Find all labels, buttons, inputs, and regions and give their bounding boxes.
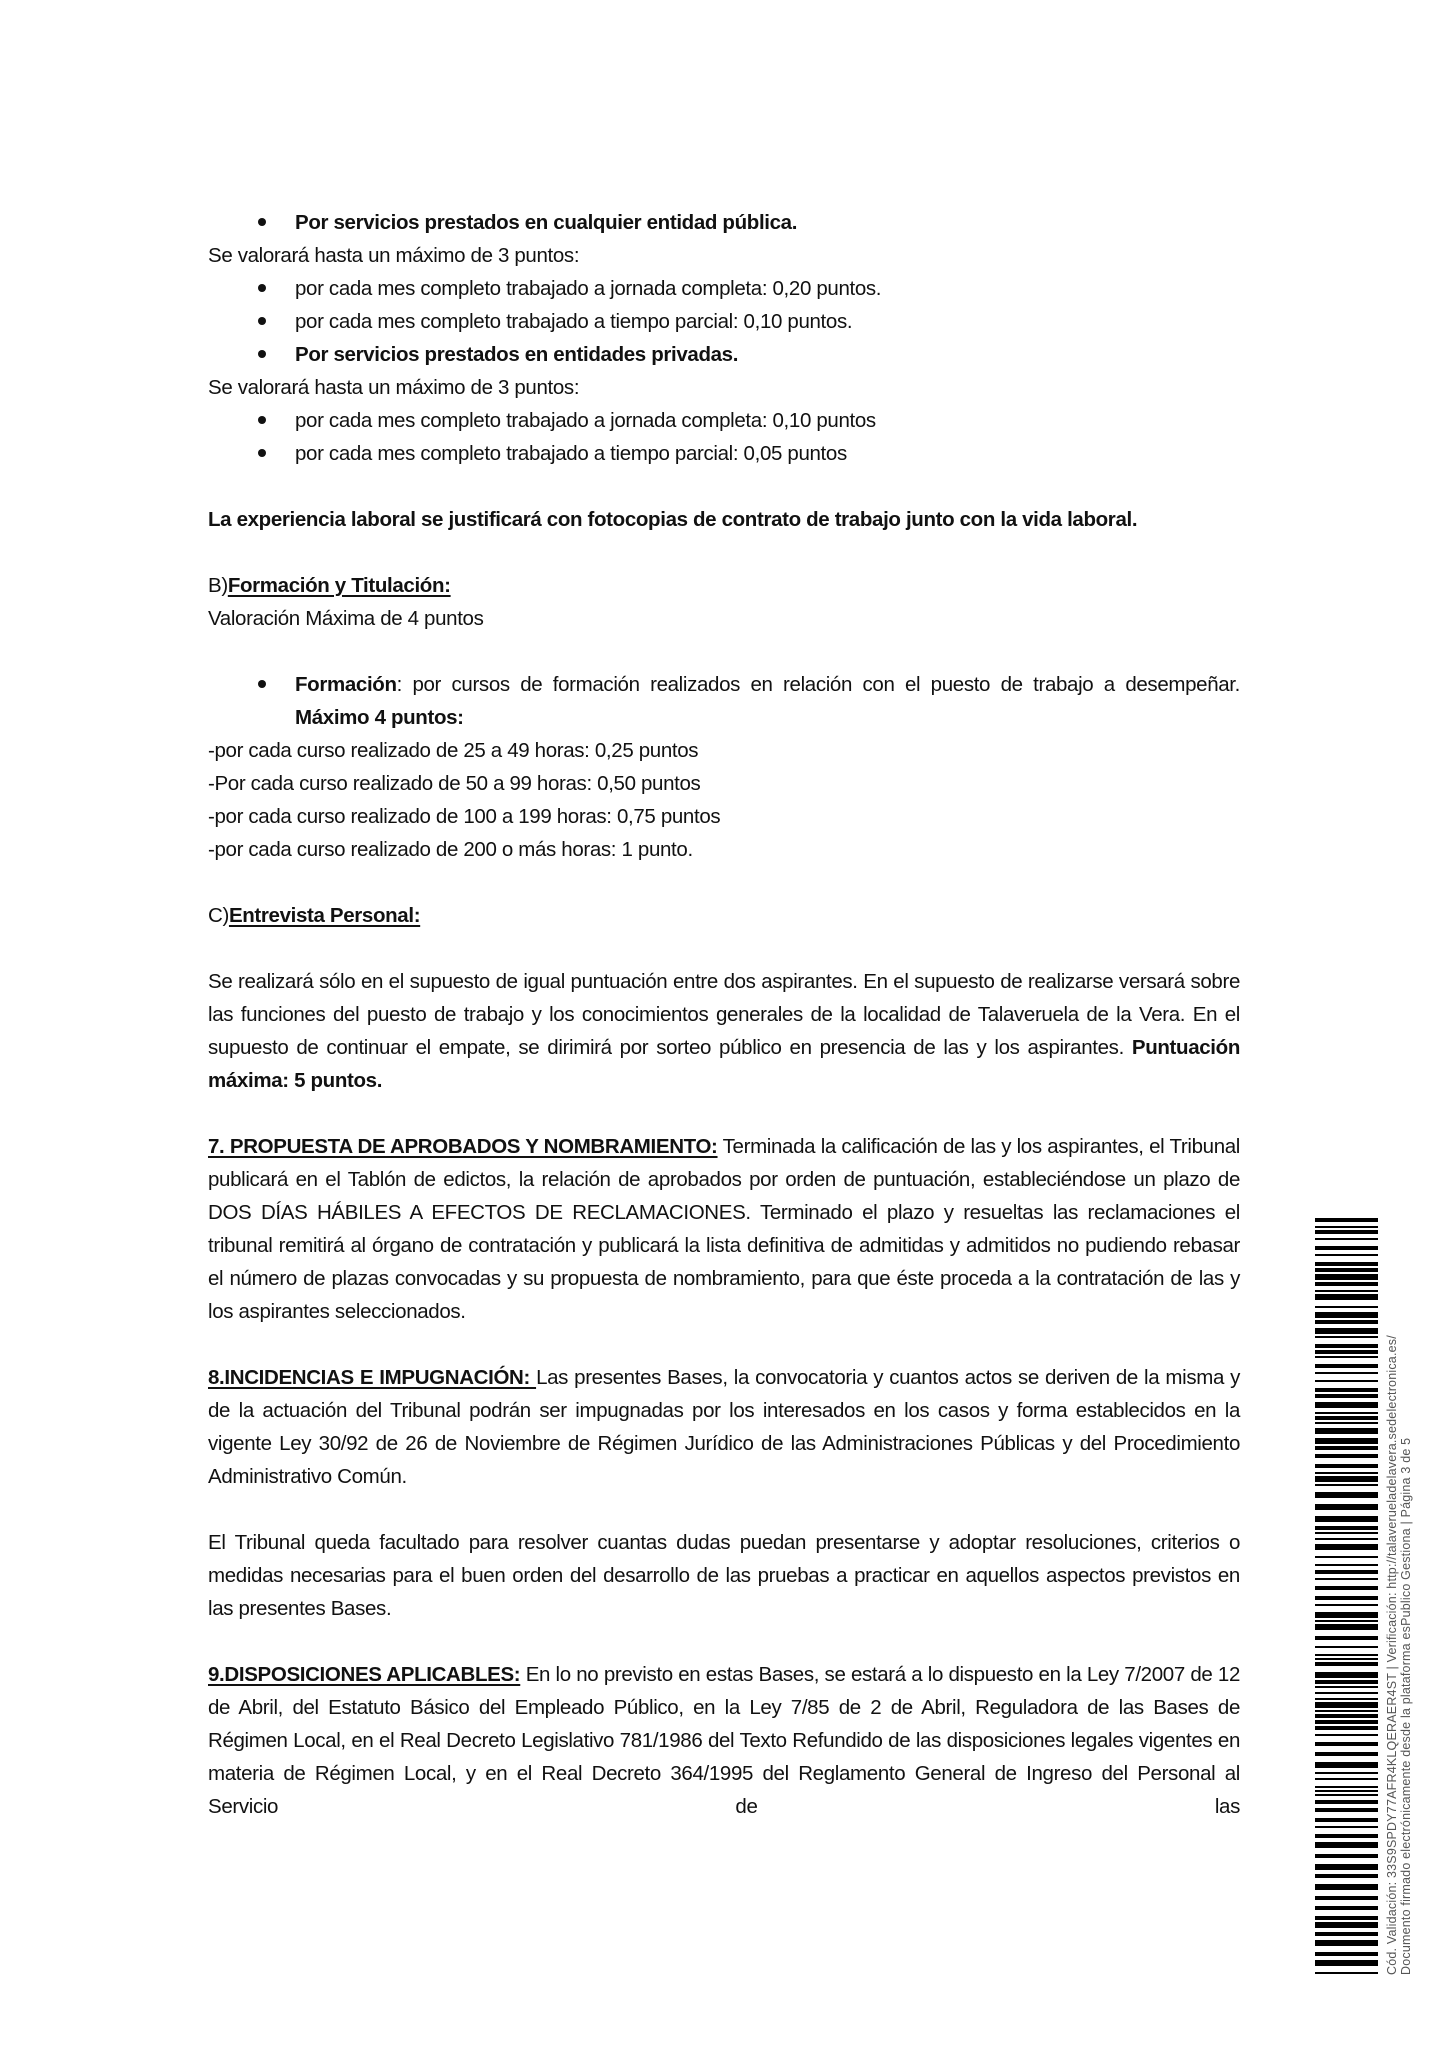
barcode-bar xyxy=(1315,1620,1378,1622)
barcode-bar xyxy=(1315,1654,1378,1656)
section-9-paragraph xyxy=(208,1658,1240,1823)
barcode-bar xyxy=(1315,1922,1378,1928)
barcode-bar xyxy=(1315,1320,1378,1324)
barcode-bar xyxy=(1315,1446,1378,1450)
barcode-bar xyxy=(1315,1726,1378,1730)
barcode-bar xyxy=(1315,1932,1378,1936)
barcode-bar xyxy=(1315,1564,1378,1566)
bullet-icon xyxy=(258,680,266,688)
barcode-bar xyxy=(1315,1246,1378,1250)
barcode-bar xyxy=(1315,1268,1378,1272)
barcode-bar xyxy=(1315,1672,1378,1678)
barcode-bar xyxy=(1315,1646,1378,1648)
list-item-text: por cada mes completo trabajado a tiempo parcial: 0,10 puntos. xyxy=(295,310,853,333)
list-item xyxy=(208,437,1240,470)
barcode-bar xyxy=(1315,1636,1378,1640)
course-item: -por cada curso realizado de 25 a 49 horas: 0,25 puntos xyxy=(208,739,699,762)
barcode-bar xyxy=(1315,1864,1378,1870)
bullet-icon xyxy=(258,416,266,424)
section-7-text: Terminada la calificación de las y los aspirantes, el Tribunal publicará en el Tablón de edictos, la relación de aprobados por orden de puntuación, estableciéndose un plazo de DOS DÍAS HÁBILES A EFECTOS DE RECLAMACIONES. Terminado el plazo y resueltas las reclamaciones el tribunal remitirá al órgano de contratación y publicará la lista definitiva de admitidas y admitidos no pudiendo rebasar el número de plazas convocadas y su propuesta de nombramiento, para que éste proceda a la contratación de las y los aspirantes seleccionados. xyxy=(208,1135,1240,1323)
section-c-max: Puntuación máxima: 5 puntos. xyxy=(208,1036,1240,1092)
barcode-bar xyxy=(1315,1416,1378,1420)
section-c-title: Entrevista Personal: xyxy=(228,904,421,927)
section-b-heading xyxy=(208,569,1240,602)
course-item: -Por cada curso realizado de 50 a 99 horas: 0,50 puntos xyxy=(208,772,701,795)
barcode-bar xyxy=(1315,1854,1378,1858)
barcode-bar xyxy=(1315,1504,1378,1510)
course-item: -por cada curso realizado de 200 o más horas: 1 punto. xyxy=(208,838,693,861)
barcode-bar xyxy=(1315,1790,1378,1792)
verification-line-2: Documento firmado electrónicamente desde la plataforma esPublico Gestiona | Página 3 de 5 xyxy=(1398,1437,1413,1975)
barcode-bar xyxy=(1315,1492,1378,1498)
barcode-bar xyxy=(1315,1794,1378,1796)
verification-text xyxy=(1386,1335,1413,1975)
section-8-paragraph-2: El Tribunal queda facultado para resolver cuantas dudas puedan presentarse y adoptar resoluciones, criterios o medidas necesarias para el buen orden del desarrollo de las pruebas a practicar en aquellos aspectos previstos en las presentes Bases. xyxy=(208,1531,1240,1620)
formacion-text: : por cursos de formación realizados en relación con el puesto de trabajo a desempeñar. xyxy=(396,673,1240,696)
barcode-bar xyxy=(1315,1772,1378,1774)
barcode-bar xyxy=(1315,1516,1378,1522)
list-item-text: por cada mes completo trabajado a jornada completa: 0,20 puntos. xyxy=(295,277,882,300)
barcode-bar xyxy=(1315,1290,1378,1292)
list-item xyxy=(208,305,1240,338)
barcode-bar xyxy=(1315,1752,1378,1756)
barcode-bar xyxy=(1315,1526,1378,1530)
barcode-bar xyxy=(1315,1388,1378,1392)
barcode-bar xyxy=(1315,1808,1378,1812)
barcode-bar xyxy=(1315,1762,1378,1768)
experience-justification: La experiencia laboral se justificará con fotocopias de contrato de trabajo junto con la vida laboral. xyxy=(208,508,1138,531)
barcode-bar xyxy=(1315,1778,1378,1780)
barcode-bar xyxy=(1315,1884,1378,1890)
section-8-text: Las presentes Bases, la convocatoria y cuantos actos se deriven de la misma y de la actuación del Tribunal podrán ser impugnadas por los interesados en los casos y forma establecidos en la vigente Ley 30/92 de 26 de Noviembre de Régimen Jurídico de las Administraciones Públicas y del Procedimiento Administrativo Común. xyxy=(208,1366,1240,1488)
private-services-heading: Por servicios prestados en entidades privadas. xyxy=(295,343,739,366)
section-b-max: Valoración Máxima de 4 puntos xyxy=(208,607,484,630)
public-services-max: Se valorará hasta un máximo de 3 puntos: xyxy=(208,244,580,267)
list-item-text: por cada mes completo trabajado a jornada completa: 0,10 puntos xyxy=(295,409,876,432)
bullet-icon xyxy=(258,449,266,457)
barcode-bar xyxy=(1315,1818,1378,1822)
barcode-bar xyxy=(1315,1834,1378,1838)
barcode-bar xyxy=(1315,1476,1378,1482)
barcode-bar xyxy=(1315,1262,1378,1266)
barcode-bar xyxy=(1315,1698,1378,1700)
public-services-heading: Por servicios prestados en cualquier entidad pública. xyxy=(295,211,798,234)
barcode-bar xyxy=(1315,1402,1378,1408)
barcode-bar xyxy=(1315,1786,1378,1788)
barcode-bar xyxy=(1315,1544,1378,1550)
barcode-bar xyxy=(1315,1906,1378,1910)
barcode-bar xyxy=(1315,1422,1378,1424)
barcode-bar xyxy=(1315,1394,1378,1398)
barcode-bar xyxy=(1315,1230,1378,1234)
barcode-bar xyxy=(1315,1800,1378,1804)
section-7-paragraph xyxy=(208,1130,1240,1328)
barcode-bar xyxy=(1315,1484,1378,1486)
barcode-bar xyxy=(1315,1356,1378,1358)
list-item xyxy=(208,668,1240,734)
bullet-icon xyxy=(258,218,266,226)
barcode-bar xyxy=(1315,1538,1378,1540)
barcode-bar xyxy=(1315,1380,1378,1382)
barcode-bar xyxy=(1315,1952,1378,1956)
verification-line-1: Cód. Validación: 33S9SPDY77AFR4KLQERAER4ST | Verificación: http://talaverueladelavera.sedelectronica.es/ xyxy=(1385,1335,1399,1975)
formacion-max: Máximo 4 puntos: xyxy=(295,706,464,729)
barcode-bar xyxy=(1315,1578,1378,1580)
course-item: -por cada curso realizado de 100 a 199 horas: 0,75 puntos xyxy=(208,805,721,828)
barcode-bar xyxy=(1315,1972,1378,1974)
barcode-bar xyxy=(1315,1306,1378,1308)
barcode-bar xyxy=(1315,1624,1378,1630)
barcode-bar xyxy=(1315,1720,1378,1724)
barcode-bar xyxy=(1315,1226,1378,1228)
bullet-icon xyxy=(258,350,266,358)
barcode-bar xyxy=(1315,1960,1378,1966)
barcode-bar xyxy=(1315,1612,1378,1618)
barcode-bar xyxy=(1315,1532,1378,1534)
barcode-bar xyxy=(1315,1312,1378,1318)
barcode-bar xyxy=(1315,1428,1378,1434)
section-b-prefix: B) xyxy=(208,574,228,597)
barcode-bar xyxy=(1315,1364,1378,1368)
barcode-bar xyxy=(1315,1294,1378,1300)
barcode-bar xyxy=(1315,1710,1378,1712)
barcode-bar xyxy=(1315,1282,1378,1286)
formacion-label: Formación xyxy=(295,673,397,696)
barcode-bar xyxy=(1315,1586,1378,1590)
document-page xyxy=(208,206,1240,1823)
section-c-paragraph xyxy=(208,965,1240,1097)
section-9-title: 9.DISPOSICIONES APLICABLES: xyxy=(208,1663,521,1686)
barcode-bar xyxy=(1315,1604,1378,1606)
section-9-text: En lo no previsto en estas Bases, se estará a lo dispuesto en la Ley 7/2007 de 12 de Abril, del Estatuto Básico del Empleado Público, en la Ley 7/85 de 2 de Abril, Reguladora de las Bases de Régimen Local, en el Real Decreto Legislativo 781/1986 del Texto Refundido de las disposiciones legales vigentes en materia de Régimen Local, y en el Real Decreto 364/1995 del Reglamento General de Ingreso del Personal al Servicio de las xyxy=(208,1663,1240,1818)
barcode-bar xyxy=(1315,1692,1378,1694)
barcode-bar xyxy=(1315,1596,1378,1600)
barcode-bar xyxy=(1315,1734,1378,1736)
bullet-icon xyxy=(258,317,266,325)
list-item-text: por cada mes completo trabajado a tiempo parcial: 0,05 puntos xyxy=(295,442,847,465)
list-item xyxy=(208,206,1240,239)
barcode-bar xyxy=(1315,1464,1378,1468)
barcode-bar xyxy=(1315,1742,1378,1746)
barcode-bar xyxy=(1315,1874,1378,1878)
bullet-icon xyxy=(258,284,266,292)
section-c-prefix: C) xyxy=(208,904,229,927)
barcode-bar xyxy=(1315,1556,1378,1558)
barcode-bar xyxy=(1315,1570,1378,1574)
list-item xyxy=(208,338,1240,371)
barcode-bar xyxy=(1315,1702,1378,1708)
section-c-text: Se realizará sólo en el supuesto de igual puntuación entre dos aspirantes. En el supuesto de realizarse versará sobre las funciones del puesto de trabajo y los conocimientos generales de la localidad de Talaveruela de la Vera. En el supuesto de continuar el empate, se dirimirá por sorteo público en presencia de las y los aspirantes. xyxy=(208,970,1240,1059)
validation-barcode xyxy=(1315,1218,1378,1974)
section-8-paragraph xyxy=(208,1361,1240,1493)
section-8-title: 8.INCIDENCIAS E IMPUGNACIÓN: xyxy=(208,1366,537,1389)
list-item xyxy=(208,404,1240,437)
section-7-title: 7. PROPUESTA DE APROBADOS Y NOMBRAMIENTO: xyxy=(208,1135,718,1158)
section-b-title: Formación y Titulación: xyxy=(227,574,451,597)
barcode-bar xyxy=(1315,1344,1378,1348)
private-services-max: Se valorará hasta un máximo de 3 puntos: xyxy=(208,376,580,399)
barcode-bar xyxy=(1315,1274,1378,1280)
barcode-bar xyxy=(1315,1662,1378,1666)
barcode-bar xyxy=(1315,1658,1378,1660)
barcode-bar xyxy=(1315,1412,1378,1414)
barcode-bar xyxy=(1315,1842,1378,1848)
barcode-bar xyxy=(1315,1254,1378,1256)
barcode-bar xyxy=(1315,1218,1378,1222)
barcode-bar xyxy=(1315,1940,1378,1946)
barcode-bar xyxy=(1315,1714,1378,1718)
barcode-bar xyxy=(1315,1372,1378,1374)
barcode-bar xyxy=(1315,1896,1378,1900)
barcode-bar xyxy=(1315,1916,1378,1920)
barcode-bar xyxy=(1315,1472,1378,1474)
barcode-bar xyxy=(1315,1826,1378,1828)
barcode-bar xyxy=(1315,1336,1378,1338)
list-item xyxy=(208,272,1240,305)
section-c-heading xyxy=(208,899,1240,932)
barcode-bar xyxy=(1315,1438,1378,1444)
barcode-bar xyxy=(1315,1238,1378,1240)
barcode-bar xyxy=(1315,1680,1378,1684)
barcode-bar xyxy=(1315,1350,1378,1354)
barcode-bar xyxy=(1315,1454,1378,1458)
barcode-bar xyxy=(1315,1686,1378,1688)
barcode-bar xyxy=(1315,1328,1378,1334)
